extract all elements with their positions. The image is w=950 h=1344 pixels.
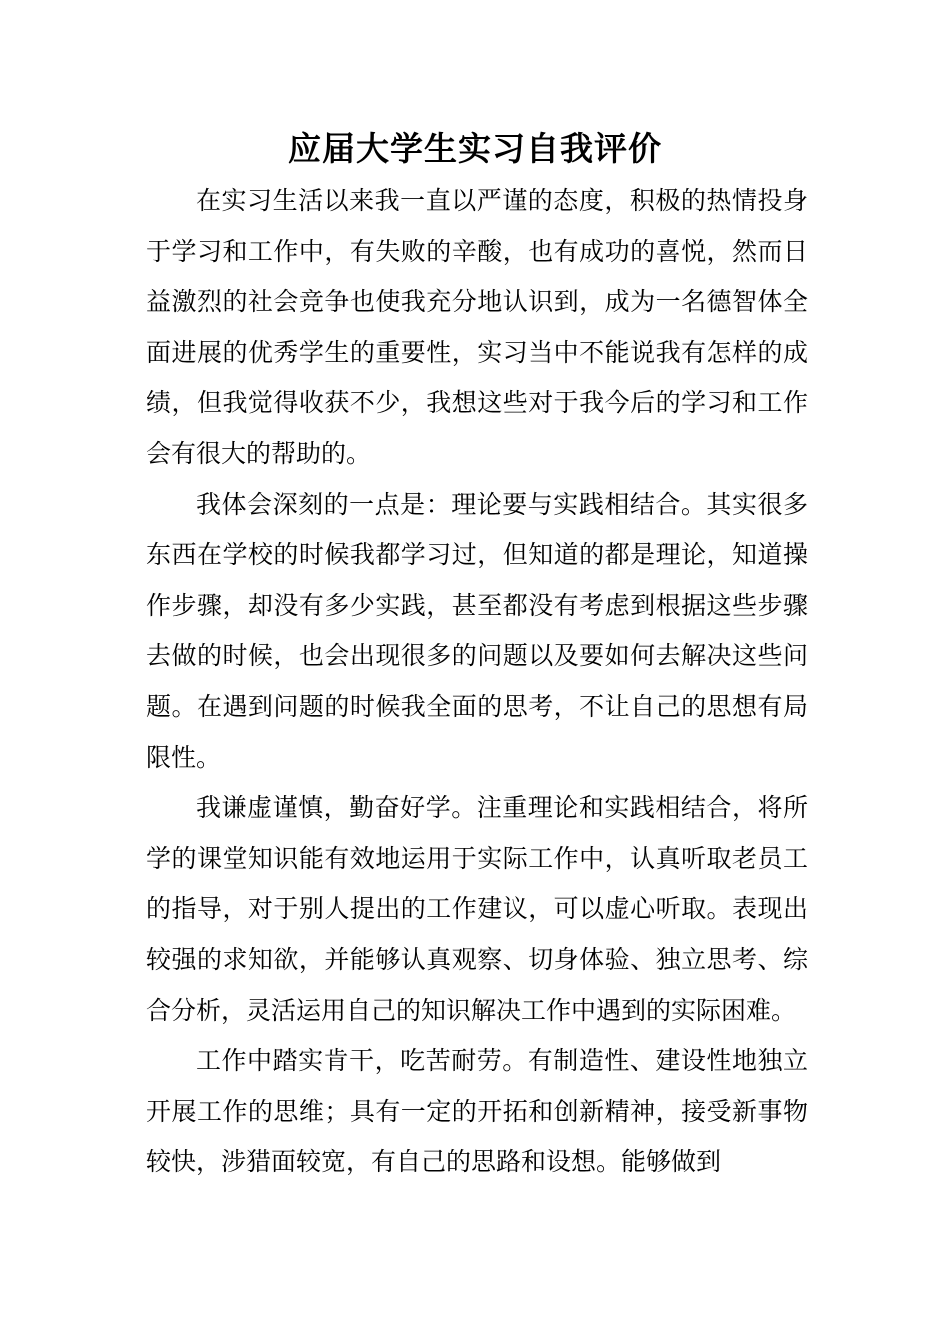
paragraph: 我体会深刻的一点是：理论要与实践相结合。其实很多东西在学校的时候我都学习过，但知道的都是理论，知道操作步骤，却没有多少实践，甚至都没有考虑到根据这些步骤去做的时候，也会出现很多的问题以及要如何去解决这些问题。在遇到问题的时候我全面的思考，不让自己的思想有局限性。 xyxy=(146,489,808,772)
document-title: 应届大学生实习自我评价 xyxy=(288,129,662,168)
paragraph: 我谦虚谨慎，勤奋好学。注重理论和实践相结合，将所学的课堂知识能有效地运用于实际工作中，认真听取老员工的指导，对于别人提出的工作建议，可以虚心听取。表现出较强的求知欲，并能够认真观察、切身体验、独立思考、综合分析，灵活运用自己的知识解决工作中遇到的实际困难。 xyxy=(146,793,808,1025)
paragraph: 在实习生活以来我一直以严谨的态度，积极的热情投身于学习和工作中，有失败的辛酸，也有成功的喜悦，然而日益激烈的社会竞争也使我充分地认识到，成为一名德智体全面进展的优秀学生的重要性，实习当中不能说我有怎样的成绩，但我觉得收获不少，我想这些对于我今后的学习和工作会有很大的帮助的。 xyxy=(146,186,808,468)
paragraph: 工作中踏实肯干，吃苦耐劳。有制造性、建设性地独立开展工作的思维；具有一定的开拓和创新精神，接受新事物较快，涉猎面较宽，有自己的思路和设想。能够做到 xyxy=(146,1046,808,1177)
document-body xyxy=(146,176,808,1188)
